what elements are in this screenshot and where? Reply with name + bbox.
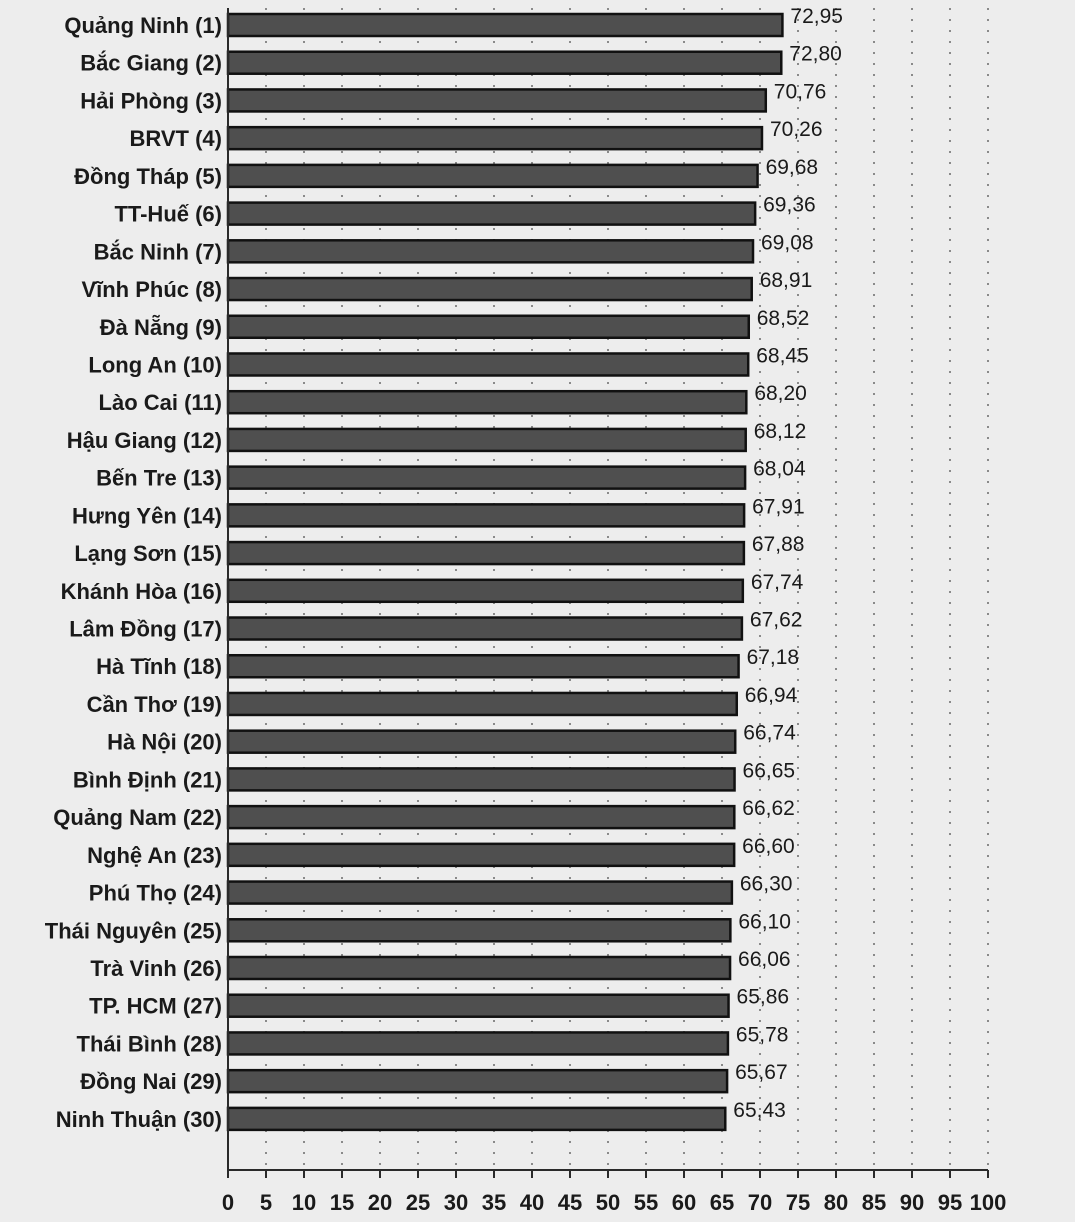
x-tick-label-65: 65 [709, 1190, 735, 1215]
bar-1 [228, 14, 782, 36]
x-tick-label-60: 60 [671, 1190, 697, 1215]
x-tick-label-50: 50 [595, 1190, 621, 1215]
x-tick-label-20: 20 [367, 1190, 393, 1215]
x-tick-label-90: 90 [899, 1190, 925, 1215]
bar-8 [228, 278, 752, 300]
category-label-4: BRVT (4) [129, 126, 222, 152]
bar-27 [228, 995, 729, 1017]
category-label-23: Nghệ An (23) [87, 842, 222, 868]
value-label-30: 65,43 [733, 1098, 786, 1122]
category-label-27: TP. HCM (27) [89, 993, 222, 1019]
value-label-11: 68,20 [754, 382, 807, 406]
category-label-18: Hà Tĩnh (18) [96, 654, 222, 680]
bar-4 [228, 127, 762, 149]
value-label-13: 68,04 [753, 457, 806, 481]
category-label-21: Bình Định (21) [72, 767, 222, 793]
bar-26 [228, 957, 730, 979]
category-label-19: Cần Thơ (19) [86, 691, 222, 717]
value-label-8: 68,91 [759, 269, 813, 293]
category-label-7: Bắc Ninh (7) [93, 239, 222, 265]
category-label-29: Đồng Nai (29) [80, 1069, 222, 1095]
bar-5 [228, 165, 758, 187]
x-tick-label-80: 80 [823, 1190, 849, 1215]
bar-22 [228, 806, 734, 828]
bar-19 [228, 693, 737, 715]
bar-15 [228, 542, 744, 564]
x-tick-label-45: 45 [557, 1190, 583, 1215]
category-label-3: Hải Phòng (3) [80, 88, 222, 114]
value-label-2: 72,80 [789, 42, 842, 66]
category-label-26: Trà Vinh (26) [90, 956, 222, 981]
value-label-23: 66,60 [742, 834, 795, 858]
x-tick-label-85: 85 [861, 1190, 887, 1215]
x-tick-label-10: 10 [291, 1190, 317, 1215]
bar-2 [228, 52, 781, 74]
value-label-7: 69,08 [761, 231, 814, 255]
value-label-21: 66,65 [742, 759, 796, 783]
category-label-14: Hưng Yên (14) [72, 503, 222, 529]
category-label-6: TT-Huế (6) [114, 201, 222, 227]
x-tick-label-55: 55 [633, 1190, 659, 1215]
value-label-12: 68,12 [753, 419, 807, 443]
bar-18 [228, 655, 739, 677]
category-label-22: Quảng Nam (22) [53, 805, 222, 831]
x-tick-label-95: 95 [937, 1190, 963, 1215]
value-label-27: 65,86 [736, 985, 790, 1009]
bar-16 [228, 580, 743, 602]
category-label-9: Đà Nẵng (9) [99, 314, 222, 340]
value-label-16: 67,74 [750, 570, 804, 594]
value-label-3: 70,76 [773, 80, 827, 104]
category-label-20: Hà Nội (20) [107, 729, 222, 755]
bar-7 [228, 240, 753, 262]
category-label-17: Lâm Đồng (17) [69, 616, 222, 642]
value-label-9: 68,52 [756, 306, 810, 330]
x-tick-label-35: 35 [481, 1190, 507, 1215]
bar-23 [228, 844, 734, 866]
x-tick-label-0: 0 [221, 1190, 235, 1215]
x-tick-label-5: 5 [259, 1190, 273, 1215]
x-tick-label-100: 100 [969, 1190, 1007, 1215]
value-label-4: 70,26 [769, 118, 823, 142]
x-tick-label-30: 30 [443, 1190, 469, 1215]
category-label-24: Phú Thọ (24) [88, 880, 222, 906]
category-label-25: Thái Nguyên (25) [44, 918, 222, 944]
x-tick-label-75: 75 [785, 1190, 811, 1215]
bar-9 [228, 316, 749, 338]
bar-29 [228, 1070, 727, 1092]
bar-24 [228, 882, 732, 904]
category-label-11: Lào Cai (11) [98, 390, 222, 416]
category-label-2: Bắc Giang (2) [80, 50, 222, 76]
bar-13 [228, 467, 745, 489]
bar-12 [228, 429, 746, 451]
value-label-17: 67,62 [749, 608, 803, 632]
bar-11 [228, 391, 746, 413]
bar-20 [228, 731, 735, 753]
x-tick-label-15: 15 [329, 1190, 355, 1215]
value-label-10: 68,45 [756, 344, 809, 368]
value-label-5: 69,68 [765, 155, 819, 179]
value-label-26: 66,06 [738, 948, 791, 971]
bar-17 [228, 618, 742, 640]
value-label-14: 67,91 [752, 495, 805, 519]
x-tick-label-25: 25 [405, 1190, 431, 1215]
bar-14 [228, 504, 744, 526]
value-label-18: 67,18 [746, 646, 800, 670]
bar-30 [228, 1108, 725, 1130]
value-label-22: 66,62 [742, 797, 795, 821]
x-tick-label-40: 40 [519, 1190, 545, 1215]
category-label-10: Long An (10) [88, 352, 222, 378]
value-label-28: 65,78 [735, 1023, 789, 1047]
bar-21 [228, 768, 735, 790]
category-labels [45, 13, 222, 1132]
category-label-5: Đồng Tháp (5) [74, 163, 222, 189]
category-label-13: Bến Tre (13) [96, 465, 222, 491]
value-label-25: 66,10 [738, 910, 791, 934]
category-label-16: Khánh Hòa (16) [60, 578, 222, 604]
bar-3 [228, 89, 766, 111]
category-label-12: Hậu Giang (12) [66, 427, 222, 453]
bars [228, 14, 782, 1130]
value-label-29: 65,67 [735, 1061, 788, 1085]
value-label-6: 69,36 [763, 193, 816, 217]
value-label-20: 66,74 [743, 721, 796, 745]
bar-25 [228, 919, 730, 941]
bar-6 [228, 203, 755, 225]
category-label-30: Ninh Thuận (30) [55, 1106, 222, 1132]
category-label-15: Lạng Sơn (15) [74, 541, 222, 567]
bar-28 [228, 1032, 728, 1054]
value-label-15: 67,88 [751, 533, 805, 557]
value-label-24: 66,30 [739, 872, 793, 896]
category-label-1: Quảng Ninh (1) [64, 13, 222, 38]
category-label-8: Vĩnh Phúc (8) [81, 277, 222, 303]
bar-10 [228, 353, 748, 375]
category-label-28: Thái Bình (28) [76, 1031, 222, 1057]
value-label-19: 66,94 [744, 683, 798, 707]
value-label-1: 72,95 [790, 5, 843, 28]
x-tick-label-70: 70 [747, 1190, 773, 1215]
